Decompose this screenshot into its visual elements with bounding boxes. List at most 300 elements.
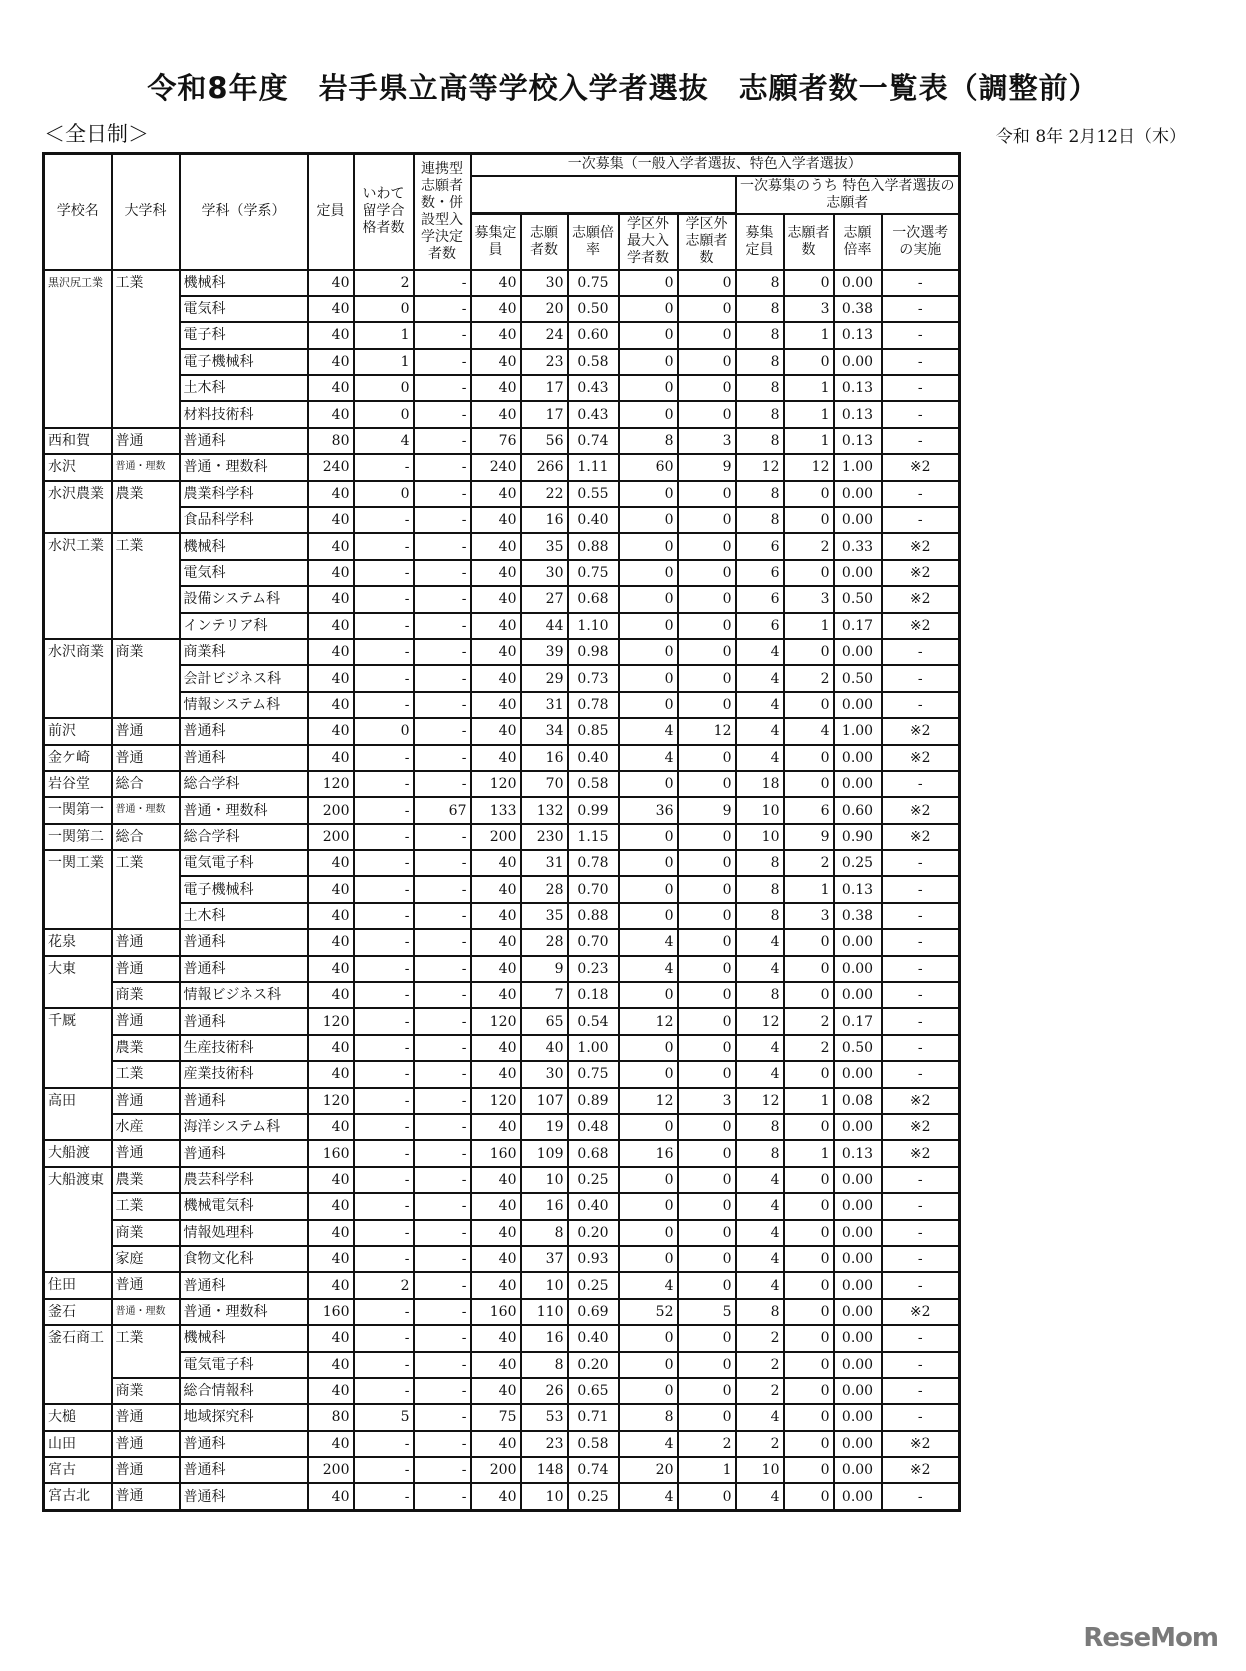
boshu-cell: 40 [471, 1272, 521, 1298]
bairitsu-cell: 0.71 [568, 1404, 619, 1430]
capacity-cell: 80 [308, 428, 354, 454]
t-shigansha-cell: 0 [784, 692, 834, 718]
major-dept-cell: 普通 [112, 956, 180, 982]
t-bairitsu-cell: 0.13 [834, 322, 882, 348]
senko-cell: - [882, 322, 960, 348]
bairitsu-cell: 1.15 [568, 824, 619, 850]
bairitsu-cell: 0.88 [568, 533, 619, 559]
header-capacity: 定員 [308, 154, 354, 270]
iwate-cell: - [354, 586, 414, 612]
dept-cell: 電子科 [180, 322, 308, 348]
major-dept-cell: 農業 [112, 481, 180, 534]
renkei-cell: - [414, 1299, 471, 1325]
dept-cell: 土木科 [180, 375, 308, 401]
t-shigansha-cell: 6 [784, 797, 834, 823]
gakku-max-cell: 0 [619, 1167, 678, 1193]
major-dept-cell: 普通 [112, 1272, 180, 1298]
table-row [44, 349, 960, 375]
bairitsu-cell: 0.50 [568, 296, 619, 322]
bairitsu-cell: 0.60 [568, 322, 619, 348]
gakku-max-cell: 0 [619, 586, 678, 612]
capacity-cell: 200 [308, 1457, 354, 1483]
major-dept-cell: 商業 [112, 1378, 180, 1404]
gakku-max-cell: 12 [619, 1088, 678, 1114]
t-shigansha-cell: 2 [784, 665, 834, 691]
bairitsu-cell: 0.25 [568, 1272, 619, 1298]
iwate-cell: - [354, 1220, 414, 1246]
bairitsu-cell: 0.85 [568, 718, 619, 744]
gakku-max-cell: 0 [619, 322, 678, 348]
shigansha-cell: 28 [521, 876, 568, 902]
t-boshu-cell: 8 [736, 876, 784, 902]
gakku-shigan-cell: 9 [678, 797, 736, 823]
t-bairitsu-cell: 0.08 [834, 1088, 882, 1114]
iwate-cell: 0 [354, 375, 414, 401]
shigansha-cell: 30 [521, 270, 568, 296]
school-name-cell: 一関工業 [44, 850, 112, 929]
iwate-cell: - [354, 1167, 414, 1193]
capacity-cell: 40 [308, 1325, 354, 1351]
boshu-cell: 40 [471, 1352, 521, 1378]
capacity-cell: 40 [308, 1167, 354, 1193]
major-dept-cell: 工業 [112, 1193, 180, 1219]
table-row [44, 1352, 960, 1378]
gakku-shigan-cell: 1 [678, 1457, 736, 1483]
table-row [44, 665, 960, 691]
renkei-cell: - [414, 1088, 471, 1114]
iwate-cell: 2 [354, 1272, 414, 1298]
dept-cell: 情報処理科 [180, 1220, 308, 1246]
t-shigansha-cell: 3 [784, 296, 834, 322]
t-boshu-cell: 8 [736, 401, 784, 427]
t-boshu-cell: 8 [736, 322, 784, 348]
major-dept-cell: 普通・理数 [112, 1299, 180, 1325]
boshu-cell: 40 [471, 613, 521, 639]
table-row [44, 718, 960, 744]
major-dept-cell: 水産 [112, 1114, 180, 1140]
gakku-shigan-cell: 3 [678, 428, 736, 454]
iwate-cell: - [354, 797, 414, 823]
t-shigansha-cell: 2 [784, 1035, 834, 1061]
bairitsu-cell: 0.68 [568, 586, 619, 612]
shigansha-cell: 107 [521, 1088, 568, 1114]
gakku-max-cell: 0 [619, 692, 678, 718]
gakku-max-cell: 0 [619, 296, 678, 322]
senko-cell: - [882, 1325, 960, 1351]
renkei-cell: - [414, 1114, 471, 1140]
bairitsu-cell: 0.75 [568, 1061, 619, 1087]
t-bairitsu-cell: 0.90 [834, 824, 882, 850]
dept-cell: 普通科 [180, 1457, 308, 1483]
shigansha-cell: 16 [521, 745, 568, 771]
t-bairitsu-cell: 0.00 [834, 929, 882, 955]
capacity-cell: 40 [308, 665, 354, 691]
senko-cell: - [882, 1378, 960, 1404]
gakku-max-cell: 4 [619, 929, 678, 955]
iwate-cell: - [354, 665, 414, 691]
t-shigansha-cell: 0 [784, 745, 834, 771]
t-bairitsu-cell: 0.00 [834, 1272, 882, 1298]
t-bairitsu-cell: 0.00 [834, 1352, 882, 1378]
t-bairitsu-cell: 0.00 [834, 1061, 882, 1087]
iwate-cell: 0 [354, 481, 414, 507]
t-bairitsu-cell: 0.13 [834, 1140, 882, 1166]
table-row [44, 401, 960, 427]
header-first-round: 一次募集（一般入学者選抜、特色入学者選抜） [471, 154, 960, 176]
gakku-max-cell: 0 [619, 1246, 678, 1272]
bairitsu-cell: 1.10 [568, 613, 619, 639]
senko-cell: ※2 [882, 454, 960, 480]
report-date: 令和 8年 2月12日（木） [995, 127, 1186, 147]
iwate-cell: - [354, 1088, 414, 1114]
gakku-max-cell: 0 [619, 1378, 678, 1404]
dept-cell: 情報システム科 [180, 692, 308, 718]
dept-cell: 農業科学科 [180, 481, 308, 507]
shigansha-cell: 109 [521, 1140, 568, 1166]
renkei-cell: - [414, 876, 471, 902]
t-bairitsu-cell: 0.00 [834, 1220, 882, 1246]
senko-cell: ※2 [882, 1457, 960, 1483]
gakku-shigan-cell: 0 [678, 1061, 736, 1087]
renkei-cell: - [414, 1008, 471, 1034]
t-bairitsu-cell: 0.50 [834, 1035, 882, 1061]
t-bairitsu-cell: 0.13 [834, 401, 882, 427]
shigansha-cell: 230 [521, 824, 568, 850]
gakku-shigan-cell: 0 [678, 1352, 736, 1378]
t-shigansha-cell: 0 [784, 1193, 834, 1219]
capacity-cell: 40 [308, 692, 354, 718]
t-boshu-cell: 4 [736, 692, 784, 718]
t-bairitsu-cell: 0.00 [834, 1299, 882, 1325]
iwate-cell: - [354, 1193, 414, 1219]
shigansha-cell: 53 [521, 1404, 568, 1430]
t-shigansha-cell: 0 [784, 349, 834, 375]
iwate-cell: - [354, 692, 414, 718]
senko-cell: - [882, 1246, 960, 1272]
t-bairitsu-cell: 0.50 [834, 586, 882, 612]
renkei-cell: - [414, 375, 471, 401]
renkei-cell: - [414, 349, 471, 375]
renkei-cell: - [414, 1140, 471, 1166]
bairitsu-cell: 0.20 [568, 1352, 619, 1378]
boshu-cell: 40 [471, 1035, 521, 1061]
senko-cell: ※2 [882, 586, 960, 612]
t-shigansha-cell: 0 [784, 1404, 834, 1430]
table-row [44, 1483, 960, 1510]
major-dept-cell: 普通 [112, 929, 180, 955]
school-name-cell: 山田 [44, 1431, 112, 1457]
header-iwate-ryugaku: いわて留学合格者数 [354, 154, 414, 270]
shigansha-cell: 17 [521, 401, 568, 427]
table-row [44, 850, 960, 876]
capacity-cell: 40 [308, 533, 354, 559]
gakku-max-cell: 0 [619, 771, 678, 797]
table-row [44, 454, 960, 480]
iwate-cell: - [354, 533, 414, 559]
table-row [44, 1140, 960, 1166]
gakku-max-cell: 0 [619, 533, 678, 559]
boshu-cell: 40 [471, 745, 521, 771]
iwate-cell: - [354, 454, 414, 480]
header-ichiji-senko: 一次選考の実施 [882, 214, 960, 270]
major-dept-cell: 普通 [112, 428, 180, 454]
shigansha-cell: 65 [521, 1008, 568, 1034]
gakku-max-cell: 0 [619, 876, 678, 902]
t-shigansha-cell: 1 [784, 428, 834, 454]
capacity-cell: 200 [308, 824, 354, 850]
t-boshu-cell: 4 [736, 718, 784, 744]
shigansha-cell: 266 [521, 454, 568, 480]
senko-cell: - [882, 639, 960, 665]
bairitsu-cell: 0.23 [568, 956, 619, 982]
renkei-cell: - [414, 613, 471, 639]
t-bairitsu-cell: 0.00 [834, 1431, 882, 1457]
capacity-cell: 40 [308, 876, 354, 902]
table-row [44, 586, 960, 612]
t-bairitsu-cell: 0.00 [834, 1378, 882, 1404]
bairitsu-cell: 0.70 [568, 929, 619, 955]
gakku-shigan-cell: 0 [678, 1378, 736, 1404]
senko-cell: - [882, 428, 960, 454]
dept-cell: 普通・理数科 [180, 1299, 308, 1325]
shigansha-cell: 23 [521, 349, 568, 375]
iwate-cell: - [354, 1008, 414, 1034]
renkei-cell: - [414, 718, 471, 744]
gakku-shigan-cell: 0 [678, 876, 736, 902]
shigansha-cell: 56 [521, 428, 568, 454]
iwate-cell: - [354, 929, 414, 955]
table-row [44, 533, 960, 559]
t-shigansha-cell: 0 [784, 1299, 834, 1325]
iwate-cell: - [354, 613, 414, 639]
boshu-cell: 40 [471, 929, 521, 955]
t-bairitsu-cell: 0.25 [834, 850, 882, 876]
bairitsu-cell: 0.93 [568, 1246, 619, 1272]
major-dept-cell: 商業 [112, 982, 180, 1008]
renkei-cell: - [414, 1061, 471, 1087]
boshu-cell: 40 [471, 1431, 521, 1457]
gakku-max-cell: 0 [619, 1114, 678, 1140]
t-boshu-cell: 8 [736, 428, 784, 454]
t-shigansha-cell: 3 [784, 903, 834, 929]
iwate-cell: - [354, 1299, 414, 1325]
dept-cell: 情報ビジネス科 [180, 982, 308, 1008]
senko-cell: - [882, 1483, 960, 1510]
header-renkei: 連携型志願者数・併設型入学決定者数 [414, 154, 471, 270]
senko-cell: - [882, 1167, 960, 1193]
renkei-cell: - [414, 1352, 471, 1378]
senko-cell: - [882, 1035, 960, 1061]
dept-cell: 産業技術科 [180, 1061, 308, 1087]
boshu-cell: 40 [471, 1378, 521, 1404]
capacity-cell: 40 [308, 639, 354, 665]
t-boshu-cell: 6 [736, 533, 784, 559]
dept-cell: 食物文化科 [180, 1246, 308, 1272]
renkei-cell: - [414, 665, 471, 691]
shigansha-cell: 7 [521, 982, 568, 1008]
bairitsu-cell: 0.75 [568, 270, 619, 296]
boshu-cell: 200 [471, 824, 521, 850]
renkei-cell: - [414, 1246, 471, 1272]
renkei-cell: - [414, 1404, 471, 1430]
t-boshu-cell: 4 [736, 956, 784, 982]
bairitsu-cell: 0.43 [568, 375, 619, 401]
bairitsu-cell: 0.55 [568, 481, 619, 507]
gakku-max-cell: 4 [619, 956, 678, 982]
shigansha-cell: 19 [521, 1114, 568, 1140]
boshu-cell: 40 [471, 1114, 521, 1140]
iwate-cell: - [354, 1325, 414, 1351]
boshu-cell: 40 [471, 692, 521, 718]
capacity-cell: 200 [308, 797, 354, 823]
school-name-cell: 水沢 [44, 454, 112, 480]
t-bairitsu-cell: 0.00 [834, 1193, 882, 1219]
boshu-cell: 40 [471, 982, 521, 1008]
resemom-logo: ReseMom [1083, 1623, 1218, 1653]
t-boshu-cell: 12 [736, 1088, 784, 1114]
dept-cell: 農芸科学科 [180, 1167, 308, 1193]
senko-cell: - [882, 349, 960, 375]
t-shigansha-cell: 9 [784, 824, 834, 850]
renkei-cell: - [414, 982, 471, 1008]
shigansha-cell: 23 [521, 1431, 568, 1457]
dept-cell: 地域探究科 [180, 1404, 308, 1430]
shigansha-cell: 24 [521, 322, 568, 348]
senko-cell: - [882, 1008, 960, 1034]
bairitsu-cell: 0.98 [568, 639, 619, 665]
t-bairitsu-cell: 0.00 [834, 1167, 882, 1193]
boshu-cell: 40 [471, 956, 521, 982]
gakku-shigan-cell: 5 [678, 1299, 736, 1325]
capacity-cell: 40 [308, 586, 354, 612]
iwate-cell: - [354, 1035, 414, 1061]
gakku-shigan-cell: 0 [678, 771, 736, 797]
iwate-cell: - [354, 876, 414, 902]
t-bairitsu-cell: 0.00 [834, 481, 882, 507]
gakku-max-cell: 0 [619, 1193, 678, 1219]
shigansha-cell: 8 [521, 1220, 568, 1246]
table-row [44, 639, 960, 665]
table-row [44, 1035, 960, 1061]
boshu-cell: 40 [471, 507, 521, 533]
t-bairitsu-cell: 0.00 [834, 560, 882, 586]
capacity-cell: 40 [308, 1431, 354, 1457]
t-bairitsu-cell: 0.17 [834, 1008, 882, 1034]
capacity-cell: 40 [308, 745, 354, 771]
school-name-cell: 釜石商工 [44, 1325, 112, 1404]
table-row [44, 1114, 960, 1140]
boshu-cell: 40 [471, 903, 521, 929]
gakku-max-cell: 4 [619, 1272, 678, 1298]
dept-cell: 電気科 [180, 296, 308, 322]
dept-cell: 機械科 [180, 1325, 308, 1351]
bairitsu-cell: 0.88 [568, 903, 619, 929]
school-name-cell: 住田 [44, 1272, 112, 1298]
t-bairitsu-cell: 0.13 [834, 375, 882, 401]
capacity-cell: 40 [308, 929, 354, 955]
t-shigansha-cell: 4 [784, 718, 834, 744]
capacity-cell: 40 [308, 401, 354, 427]
t-shigansha-cell: 0 [784, 1483, 834, 1510]
table-row [44, 824, 960, 850]
senko-cell: - [882, 1352, 960, 1378]
capacity-cell: 40 [308, 1378, 354, 1404]
capacity-cell: 40 [308, 322, 354, 348]
gakku-max-cell: 0 [619, 824, 678, 850]
t-bairitsu-cell: 0.38 [834, 903, 882, 929]
gakku-max-cell: 52 [619, 1299, 678, 1325]
senko-cell: ※2 [882, 560, 960, 586]
table-row [44, 1431, 960, 1457]
shigansha-cell: 16 [521, 1325, 568, 1351]
shigansha-cell: 132 [521, 797, 568, 823]
boshu-cell: 40 [471, 1246, 521, 1272]
major-dept-cell: 普通 [112, 718, 180, 744]
boshu-cell: 120 [471, 771, 521, 797]
dept-cell: 普通科 [180, 1140, 308, 1166]
gakku-max-cell: 4 [619, 1483, 678, 1510]
table-row [44, 1325, 960, 1351]
major-dept-cell: 工業 [112, 533, 180, 639]
school-name-cell: 前沢 [44, 718, 112, 744]
iwate-cell: - [354, 850, 414, 876]
t-bairitsu-cell: 0.38 [834, 296, 882, 322]
gakku-shigan-cell: 0 [678, 639, 736, 665]
shigansha-cell: 31 [521, 692, 568, 718]
renkei-cell: - [414, 1483, 471, 1510]
table-row [44, 797, 960, 823]
table-row [44, 428, 960, 454]
dept-cell: 普通・理数科 [180, 454, 308, 480]
gakku-shigan-cell: 0 [678, 322, 736, 348]
bairitsu-cell: 0.18 [568, 982, 619, 1008]
capacity-cell: 160 [308, 1299, 354, 1325]
gakku-shigan-cell: 0 [678, 613, 736, 639]
gakku-shigan-cell: 0 [678, 560, 736, 586]
gakku-max-cell: 0 [619, 375, 678, 401]
renkei-cell: - [414, 1431, 471, 1457]
gakku-max-cell: 0 [619, 1325, 678, 1351]
t-shigansha-cell: 1 [784, 1140, 834, 1166]
t-bairitsu-cell: 0.00 [834, 349, 882, 375]
t-boshu-cell: 4 [736, 1404, 784, 1430]
gakku-shigan-cell: 0 [678, 1193, 736, 1219]
bairitsu-cell: 0.58 [568, 349, 619, 375]
renkei-cell: 67 [414, 797, 471, 823]
gakku-max-cell: 0 [619, 507, 678, 533]
dept-cell: 土木科 [180, 903, 308, 929]
t-shigansha-cell: 0 [784, 1167, 834, 1193]
iwate-cell: 2 [354, 270, 414, 296]
boshu-cell: 40 [471, 401, 521, 427]
major-dept-cell: 農業 [112, 1167, 180, 1193]
gakku-max-cell: 0 [619, 481, 678, 507]
renkei-cell: - [414, 1457, 471, 1483]
gakku-max-cell: 20 [619, 1457, 678, 1483]
header-bairitsu: 志願倍率 [568, 214, 619, 270]
senko-cell: - [882, 771, 960, 797]
bairitsu-cell: 0.74 [568, 428, 619, 454]
gakku-shigan-cell: 0 [678, 1167, 736, 1193]
t-shigansha-cell: 12 [784, 454, 834, 480]
school-name-cell: 千厩 [44, 1008, 112, 1087]
boshu-cell: 40 [471, 481, 521, 507]
boshu-cell: 40 [471, 533, 521, 559]
bairitsu-cell: 0.99 [568, 797, 619, 823]
header-t-shigansha: 志願者数 [784, 214, 834, 270]
gakku-max-cell: 0 [619, 1035, 678, 1061]
gakku-shigan-cell: 2 [678, 1431, 736, 1457]
